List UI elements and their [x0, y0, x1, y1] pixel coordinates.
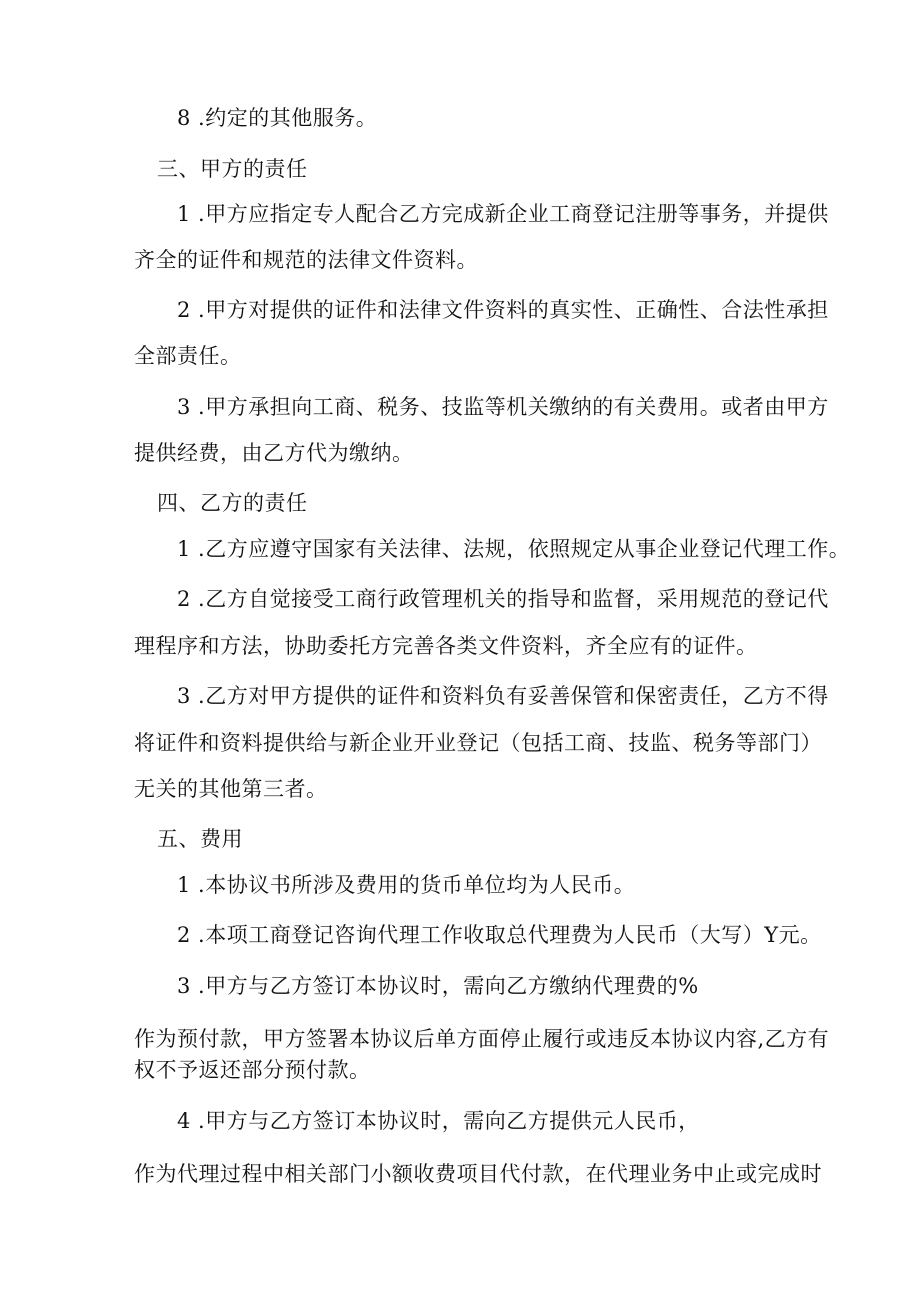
party-a-item-1-line-1: 1 .甲方应指定专人配合乙方完成新企业工商登记注册等事务，并提供 [177, 202, 829, 226]
party-a-item-3-line-2: 提供经费，由乙方代为缴纳。 [134, 441, 414, 465]
section-heading-party-b: 四、乙方的责任 [157, 491, 308, 515]
party-a-item-2-line-1: 2 .甲方对提供的证件和法律文件资料的真实性、正确性、合法性承担 [177, 298, 829, 322]
fees-item-3-line-3: 权不予返还部分预付款。 [134, 1058, 371, 1082]
fees-item-4-line-1: 4 .甲方与乙方签订本协议时，需向乙方提供元人民币， [177, 1109, 700, 1133]
item-8-other-services: 8 .约定的其他服务。 [177, 106, 378, 130]
section-heading-party-a: 三、甲方的责任 [157, 157, 308, 181]
party-b-item-1: 1 .乙方应遵守国家有关法律、法规，依照规定从事企业登记代理工作。 [177, 537, 851, 561]
party-a-item-1-line-2: 齐全的证件和规范的法律文件资料。 [134, 248, 478, 272]
party-a-item-2-line-2: 全部责任。 [134, 344, 242, 368]
party-b-item-3-line-3: 无关的其他第三者。 [134, 777, 328, 801]
fees-item-3-line-2: 作为预付款，甲方签署本协议后单方面停止履行或违反本协议内容,乙方有 [134, 1027, 830, 1051]
party-b-item-3-line-2: 将证件和资料提供给与新企业开业登记（包括工商、技监、税务等部门） [134, 731, 822, 755]
fees-item-1: 1 .本协议书所涉及费用的货币单位均为人民币。 [177, 873, 636, 897]
party-a-item-3-line-1: 3 .甲方承担向工商、税务、技监等机关缴纳的有关费用。或者由甲方 [177, 395, 829, 419]
fees-item-3-line-1: 3 .甲方与乙方签订本协议时，需向乙方缴纳代理费的% [177, 974, 699, 998]
party-b-item-2-line-1: 2 .乙方自觉接受工商行政管理机关的指导和监督，采用规范的登记代 [177, 587, 829, 611]
fees-item-4-line-2: 作为代理过程中相关部门小额收费项目代付款，在代理业务中止或完成时 [134, 1162, 822, 1186]
fees-item-2: 2 .本项工商登记咨询代理工作收取总代理费为人民币（大写）Y元。 [177, 923, 822, 947]
party-b-item-3-line-1: 3 .乙方对甲方提供的证件和资料负有妥善保管和保密责任，乙方不得 [177, 684, 829, 708]
party-b-item-2-line-2: 理程序和方法，协助委托方完善各类文件资料，齐全应有的证件。 [134, 634, 758, 658]
section-heading-fees: 五、费用 [157, 827, 243, 851]
